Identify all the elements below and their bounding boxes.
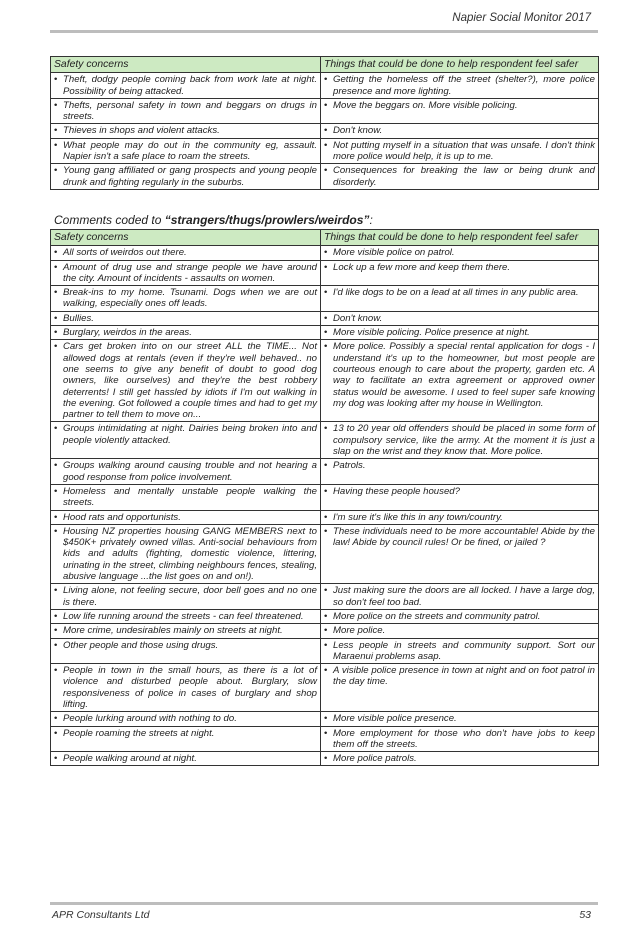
bullet-icon: • — [54, 525, 58, 537]
action-cell-text: I'd like dogs to be on a lead at all times in any public area. — [333, 287, 579, 299]
bullet-icon: • — [54, 753, 58, 765]
bullet-icon: • — [324, 247, 328, 259]
action-cell-text: More police on the streets and community patrol. — [333, 610, 541, 622]
bullet-icon: • — [54, 511, 58, 523]
concern-cell — [51, 624, 321, 638]
bullet-icon: • — [54, 713, 58, 725]
action-cell-text: Less people in streets and community support. Sort our Maraenui problems asap. — [333, 639, 595, 662]
bullet-icon: • — [324, 139, 328, 151]
concern-cell — [51, 638, 321, 664]
safety-table-1 — [50, 56, 599, 190]
table-row — [51, 422, 599, 459]
action-cell — [321, 484, 599, 510]
bullet-icon: • — [54, 341, 58, 353]
table-row — [51, 510, 599, 524]
bullet-icon: • — [324, 753, 328, 765]
concern-cell — [51, 326, 321, 340]
bullet-icon: • — [324, 74, 328, 86]
table-row — [51, 246, 599, 260]
concern-cell-text: Thieves in shops and violent attacks. — [63, 125, 220, 137]
action-cell-text: More visible police on patrol. — [333, 247, 455, 259]
table-row — [51, 712, 599, 726]
action-cell-text: 13 to 20 year old offenders should be placed in some form of compulsory service, like the army. At the moment it is just a slap on the wrist and they know that. More police. — [333, 423, 595, 458]
bullet-icon: • — [54, 165, 58, 177]
action-cell — [321, 752, 599, 766]
table-row — [51, 752, 599, 766]
concern-cell-text: Groups intimidating at night. Dairies being broken into and people violently attacked. — [63, 423, 317, 446]
table-row — [51, 584, 599, 610]
bullet-icon: • — [324, 125, 328, 137]
action-cell-text: More police patrols. — [333, 753, 417, 765]
bullet-icon: • — [54, 287, 58, 299]
action-cell-text: More police. — [333, 625, 386, 637]
header-rule — [50, 30, 598, 33]
concern-cell-text: People lurking around with nothing to do. — [63, 713, 237, 725]
column-header-actions: Things that could be done to help respondent feel safer — [321, 230, 599, 246]
bullet-icon: • — [54, 247, 58, 259]
table-row — [51, 311, 599, 325]
action-cell-text: Move the beggars on. More visible policing. — [333, 99, 518, 111]
concern-cell — [51, 726, 321, 752]
bullet-icon: • — [324, 423, 328, 435]
table-row — [51, 138, 599, 164]
bullet-icon: • — [324, 665, 328, 677]
table-row — [51, 638, 599, 664]
section-heading-suffix: : — [369, 213, 373, 227]
action-cell — [321, 624, 599, 638]
bullet-icon: • — [54, 610, 58, 622]
table-row — [51, 326, 599, 340]
concern-cell — [51, 712, 321, 726]
concern-cell — [51, 584, 321, 610]
bullet-icon: • — [324, 625, 328, 637]
action-cell-text: Patrols. — [333, 460, 366, 472]
safety-table-2 — [50, 229, 599, 766]
bullet-icon: • — [54, 625, 58, 637]
concern-cell — [51, 524, 321, 583]
concern-cell — [51, 286, 321, 312]
concern-cell — [51, 459, 321, 485]
section-heading-label: “strangers/thugs/prowlers/weirdos” — [164, 213, 370, 227]
action-cell-text: Don't know. — [333, 125, 383, 137]
concern-cell — [51, 124, 321, 138]
concern-cell-text: Theft, dodgy people coming back from work late at night. Possibility of being attacked. — [63, 74, 317, 97]
concern-cell — [51, 422, 321, 459]
column-header-concerns: Safety concerns — [51, 230, 321, 246]
bullet-icon: • — [54, 460, 58, 472]
action-cell-text: Consequences for breaking the law or being drunk and disorderly. — [333, 165, 595, 188]
concern-cell — [51, 260, 321, 286]
bullet-icon: • — [54, 125, 58, 137]
bullet-icon: • — [324, 713, 328, 725]
table-row — [51, 459, 599, 485]
action-cell — [321, 311, 599, 325]
table-row — [51, 340, 599, 422]
concern-cell-text: Cars get broken into on our street ALL the TIME... Not allowed dogs at rentals (even if they're well behaved.. no one seems to give any benefit of doubt to good dog owners, like ourselves) and they're the best robbery deterrents! I still get hassled by idiots if I'm out walking in the evening. Got followed a couple times and had to get my partner to tell them to move on... — [63, 341, 317, 421]
concern-cell-text: Homeless and mentally unstable people walking the streets. — [63, 485, 317, 509]
table-header-row — [51, 230, 599, 246]
table-row — [51, 624, 599, 638]
bullet-icon: • — [54, 665, 58, 677]
action-cell-text: A visible police presence in town at night and on foot patrol in the day time. — [333, 665, 595, 688]
bullet-icon: • — [54, 139, 58, 151]
bullet-icon: • — [54, 327, 58, 339]
action-cell — [321, 422, 599, 459]
concern-cell-text: Housing NZ properties housing GANG MEMBERS next to $450K+ privately owned villas. Anti-social behaviours from kids and adults (fighting, domestic violence, littering, urinating in the street, climbing neighbours fences, stealing, abusive language ...the list goes on and on!). — [63, 525, 317, 583]
concern-cell-text: Other people and those using drugs. — [63, 639, 219, 651]
concern-cell-text: Amount of drug use and strange people we have around the city. Amount of incidents - assaults on women. — [63, 261, 317, 284]
concern-cell-text: People roaming the streets at night. — [63, 727, 215, 739]
action-cell — [321, 73, 599, 99]
concern-cell-text: Young gang affiliated or gang prospects and young people drunk and fighting regularly in the suburbs. — [63, 165, 317, 188]
action-cell-text: More employment for those who don't have jobs to keep them off the streets. — [333, 727, 595, 750]
action-cell-text: More visible policing. Police presence at night. — [333, 327, 530, 339]
action-cell — [321, 609, 599, 623]
table-row — [51, 726, 599, 752]
concern-cell-text: Break-ins to my home. Tsunami. Dogs when we are out walking, especially ones off leads. — [63, 287, 317, 310]
concern-cell-text: Thefts, personal safety in town and beggars on drugs in streets. — [63, 99, 317, 123]
table-row — [51, 73, 599, 99]
table-row — [51, 286, 599, 312]
table-row — [51, 98, 599, 124]
concern-cell-text: People walking around at night. — [63, 753, 197, 765]
action-cell — [321, 164, 599, 190]
action-cell — [321, 510, 599, 524]
bullet-icon: • — [324, 485, 328, 497]
action-cell — [321, 326, 599, 340]
action-cell-text: I'm sure it's like this in any town/country. — [333, 511, 503, 523]
bullet-icon: • — [324, 287, 328, 299]
table-row — [51, 609, 599, 623]
bullet-icon: • — [54, 485, 58, 497]
concern-cell-text: What people may do out in the community eg, assault. Napier isn't a safe place to roam the streets. — [63, 139, 317, 163]
action-cell-text: More visible police presence. — [333, 713, 457, 725]
action-cell-text: Don't know. — [333, 312, 383, 324]
table-row — [51, 260, 599, 286]
action-cell — [321, 664, 599, 712]
footer-company: APR Consultants Ltd — [52, 909, 150, 921]
bullet-icon: • — [324, 327, 328, 339]
concern-cell — [51, 484, 321, 510]
bullet-icon: • — [324, 511, 328, 523]
concern-cell — [51, 98, 321, 124]
bullet-icon: • — [54, 312, 58, 324]
action-cell-text: More police. Possibly a special rental application for dogs - I understand it's up to the homeowner, but most people are courteous enough to care about the property, garden etc. A way to facilitate an extra agreement or approved owner status would be awesome. I used to feel super safe knowing my dog was looking after my house in Wellington. — [333, 341, 595, 409]
concern-cell-text: Burglary, weirdos in the areas. — [63, 327, 192, 339]
section-heading-prefix: Comments coded to — [54, 213, 165, 227]
action-cell — [321, 584, 599, 610]
action-cell — [321, 286, 599, 312]
concern-cell-text: Hood rats and opportunists. — [63, 511, 181, 523]
action-cell-text: Just making sure the doors are all locked. I have a large dog, so don't feel too bad. — [333, 585, 595, 608]
action-cell — [321, 246, 599, 260]
bullet-icon: • — [324, 525, 328, 537]
action-cell — [321, 726, 599, 752]
concern-cell-text: Groups walking around causing trouble and not hearing a good response from police involvement. — [63, 460, 317, 483]
action-cell — [321, 260, 599, 286]
table-row — [51, 664, 599, 712]
bullet-icon: • — [54, 261, 58, 273]
concern-cell-text: Low life running around the streets - can feel threatened. — [63, 610, 304, 622]
bullet-icon: • — [324, 460, 328, 472]
bullet-icon: • — [54, 74, 58, 86]
page-header-title: Napier Social Monitor 2017 — [452, 12, 591, 24]
column-header-actions: Things that could be done to help respondent feel safer — [321, 57, 599, 73]
concern-cell — [51, 664, 321, 712]
concern-cell-text: All sorts of weirdos out there. — [63, 247, 187, 259]
action-cell — [321, 638, 599, 664]
action-cell-text: Lock up a few more and keep them there. — [333, 261, 511, 273]
bullet-icon: • — [324, 165, 328, 177]
action-cell — [321, 459, 599, 485]
concern-cell-text: Bullies. — [63, 312, 94, 324]
concern-cell — [51, 164, 321, 190]
bullet-icon: • — [324, 610, 328, 622]
action-cell-text: These individuals need to be more accountable! Abide by the law! Abide by council rules! Or be fined, or jailed ? — [333, 525, 595, 549]
action-cell — [321, 524, 599, 583]
bullet-icon: • — [324, 312, 328, 324]
concern-cell — [51, 73, 321, 99]
table-row — [51, 524, 599, 583]
action-cell — [321, 98, 599, 124]
concern-cell-text: People in town in the small hours, as there is a lot of violence and disturbed people about. Burglary, slow responsiveness of police in cases of burglary and shop lifting. — [63, 665, 317, 710]
action-cell-text: Not putting myself in a situation that was unsafe. I don't think more police would help, it is up to me. — [333, 139, 595, 163]
concern-cell — [51, 311, 321, 325]
action-cell — [321, 138, 599, 164]
concern-cell — [51, 138, 321, 164]
table-row — [51, 164, 599, 190]
concern-cell-text: Living alone, not feeling secure, door bell goes and no one is there. — [63, 585, 317, 608]
bullet-icon: • — [324, 261, 328, 273]
bullet-icon: • — [54, 727, 58, 739]
table-row — [51, 124, 599, 138]
action-cell — [321, 124, 599, 138]
action-cell — [321, 340, 599, 422]
concern-cell-text: More crime, undesirables mainly on streets at night. — [63, 625, 283, 637]
bullet-icon: • — [324, 639, 328, 651]
bullet-icon: • — [324, 99, 328, 111]
bullet-icon: • — [54, 639, 58, 651]
concern-cell — [51, 246, 321, 260]
bullet-icon: • — [54, 99, 58, 111]
concern-cell — [51, 752, 321, 766]
action-cell — [321, 712, 599, 726]
column-header-concerns: Safety concerns — [51, 57, 321, 73]
concern-cell — [51, 609, 321, 623]
page-number: 53 — [579, 909, 591, 921]
action-cell-text: Getting the homeless off the street (shelter?), more police presence and more lighting. — [333, 74, 595, 97]
bullet-icon: • — [324, 341, 328, 353]
concern-cell — [51, 340, 321, 422]
bullet-icon: • — [324, 585, 328, 597]
table-row — [51, 484, 599, 510]
bullet-icon: • — [54, 423, 58, 435]
action-cell-text: Having these people housed? — [333, 485, 460, 497]
bullet-icon: • — [54, 585, 58, 597]
section-heading — [54, 213, 373, 227]
footer-rule — [50, 902, 598, 905]
concern-cell — [51, 510, 321, 524]
bullet-icon: • — [324, 727, 328, 739]
table-header-row — [51, 57, 599, 73]
